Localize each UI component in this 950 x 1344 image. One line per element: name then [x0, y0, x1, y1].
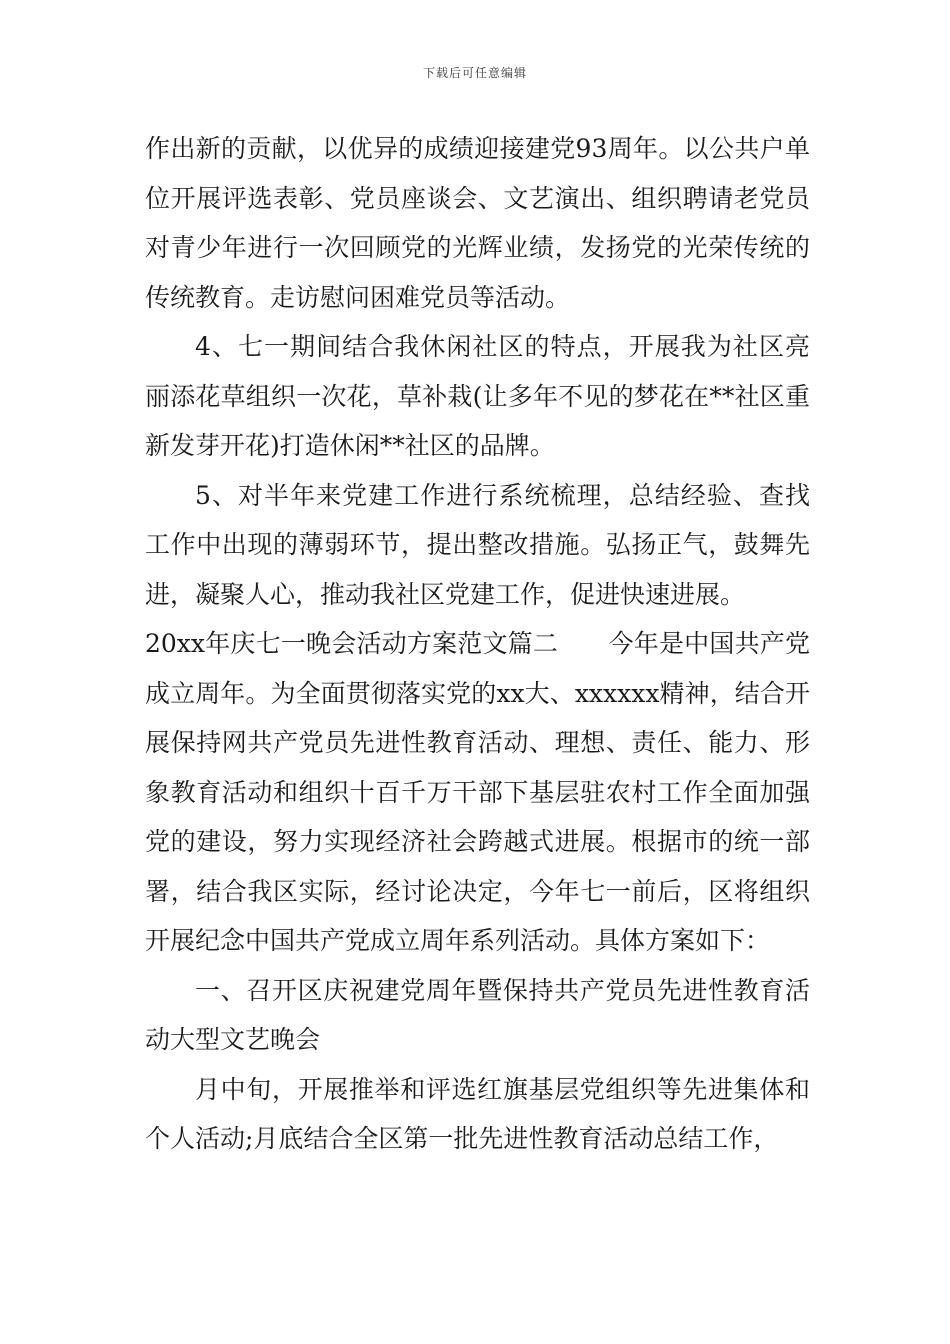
paragraph-1: 作出新的贡献，以优异的成绩迎接建党93周年。以公共户单位开展评选表彰、党员座谈会、文艺演出、组织聘请老党员对青少年进行一次回顾党的光辉业绩，发扬党的光荣传统的传统教育。走访慰问困难党员等活动。	[145, 134, 810, 312]
paragraph-2: 4、七一期间结合我休闲社区的特点，开展我为社区亮丽添花草组织一次花，草补栽(让多年不见的梦花在**社区重新发芽开花)打造休闲**社区的品牌。	[145, 332, 810, 460]
paragraph-5: 一、召开区庆祝建党周年暨保持共产党员先进性教育活动大型文艺晚会	[145, 975, 810, 1054]
paragraph-3: 5、对半年来党建工作进行系统梳理，总结经验、查找工作中出现的薄弱环节，提出整改措施。弘扬正气，鼓舞先进，凝聚人心，推动我社区党建工作，促进快速进展。	[145, 480, 810, 609]
page-header-note: 下载后可任意编辑	[422, 66, 527, 80]
paragraph-4: 20xx年庆七一晚会活动方案范文篇二 今年是中国共产党成立周年。为全面贯彻落实党的xx大、xxxxxx精神，结合开展保持网共产党员先进性教育活动、理想、责任、能力、形象教育活动和组织十百千万干部下基层驻农村工作全面加强党的建设，努力实现经济社会跨越式进展。根据市的统一部署，结合我区实际，经讨论决定，今年七一前后，区将组织开展纪念中国共产党成立周年系列活动。具体方案如下：	[145, 629, 810, 955]
document-body	[145, 124, 810, 1164]
paragraph-6: 月中旬，开展推举和评选红旗基层党组织等先进集体和个人活动;月底结合全区第一批先进性教育活动总结工作，	[145, 1074, 810, 1153]
